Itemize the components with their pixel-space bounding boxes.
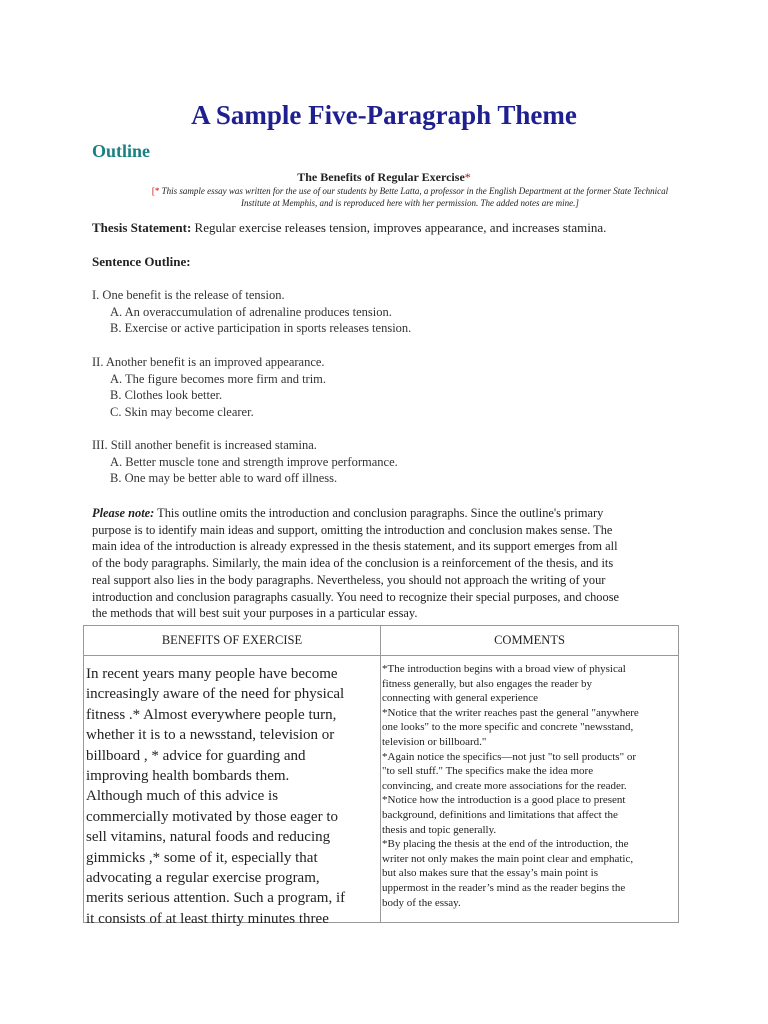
table-header-comments: COMMENTS <box>494 633 565 647</box>
outline-sub-point: B. Exercise or active participation in sports releases tension. <box>110 321 412 335</box>
outline-sub-point: A. The figure becomes more firm and trim. <box>110 371 327 386</box>
comment-line: television or billboard." <box>382 735 487 748</box>
essay-line: increasingly aware of the need for physical <box>86 686 345 703</box>
outline-main-point: I. One benefit is the release of tension. <box>92 288 285 302</box>
essay-line: In recent years many people have become <box>86 666 338 682</box>
paragraph-line: main idea of the introduction is already expressed in the thesis statement, and its support emerges from all <box>92 539 618 554</box>
comment-line: *Again notice the specifics—not just "to sell products" or <box>382 750 636 763</box>
comment-line: one looks" to the more specific and concrete "newsstand, <box>382 721 634 734</box>
essay-comments-table <box>83 625 679 927</box>
comment-line: fitness generally, but also engages the reader by <box>382 677 593 690</box>
comment-line: thesis and topic generally. <box>382 823 497 836</box>
outline-heading: Outline <box>92 141 151 161</box>
paragraph-line <box>92 505 682 522</box>
thesis-text: Regular exercise releases tension, improves appearance, and increases stamina. <box>191 220 607 235</box>
outline-main-point: II. Another benefit is an improved appearance. <box>92 355 325 369</box>
outline-sub-point: C. Skin may become clearer. <box>110 404 254 419</box>
comment-line: *Notice that the writer reaches past the general "anywhere <box>382 706 639 719</box>
note-line-1 <box>150 185 670 197</box>
essay-title-text: The Benefits of Regular Exercise <box>297 170 465 184</box>
note-text-1: This sample essay was written for the use of our students by Bette Latta, a professor in the English Department at the former State Technical <box>159 186 669 196</box>
outline-sub-point: A. An overaccumulation of adrenaline produces tension. <box>110 304 392 319</box>
paragraph-line: introduction and conclusion paragraphs casually. You need to recognize their special purposes, and choose <box>92 589 620 604</box>
essay-title-star: * <box>464 170 471 184</box>
table-column-divider <box>380 626 381 922</box>
essay-line: merits serious attention. Such a program, if <box>86 890 346 907</box>
paragraph-line: the methods that will best suit your purposes in a particular essay. <box>92 606 418 621</box>
outline-sub-point: B. Clothes look better. <box>110 388 223 402</box>
comment-line: "to sell stuff." The specifics make the idea more <box>382 765 594 778</box>
essay-line: commercially motivated by those eager to <box>86 808 338 825</box>
outline-sub-point: A. Better muscle tone and strength improve performance. <box>110 454 398 469</box>
attribution-note <box>150 185 670 209</box>
comment-line: body of the essay. <box>382 896 461 909</box>
sentence-outline-label: Sentence Outline: <box>92 254 191 269</box>
paragraph-line: real support also lies in the body paragraphs. Nevertheless, you should not approach the writing of your <box>92 572 606 587</box>
comment-line: *By placing the thesis at the end of the introduction, the <box>382 838 629 851</box>
thesis-statement <box>92 220 606 236</box>
essay-text-cell <box>86 664 378 929</box>
thesis-label: Thesis Statement: <box>92 220 192 235</box>
comment-line: but also makes sure that the essay’s main point is <box>382 867 598 880</box>
paragraph-text: This outline omits the introduction and conclusion paragraphs. Since the outline's primary <box>154 506 604 520</box>
comment-line: *Notice how the introduction is a good place to present <box>382 794 626 807</box>
document-title: A Sample Five-Paragraph Theme <box>191 100 577 130</box>
essay-line: it consists of at least thirty minutes three <box>86 910 329 927</box>
essay-line: billboard , * advice for guarding and <box>86 747 306 764</box>
essay-line: advocating a regular exercise program, <box>86 870 320 887</box>
paragraph-line: purpose is to identify main ideas and support, omitting the introduction and conclusion makes sense. The <box>92 522 613 537</box>
note-star: * <box>154 186 160 196</box>
comments-cell <box>382 662 676 910</box>
outline-section-2 <box>92 354 326 420</box>
comment-line: *The introduction begins with a broad view of physical <box>382 663 626 675</box>
note-line-2: Institute at Memphis, and is reproduced here with her permission. The added notes are mine.] <box>241 198 579 208</box>
note-open-bracket: [ <box>151 186 155 196</box>
essay-line: fitness .* Almost everywhere people turn, <box>86 706 337 723</box>
please-note-label: Please note: <box>92 506 155 520</box>
comment-line: uppermost in the reader’s mind as the reader begins the <box>382 881 626 894</box>
essay-title <box>0 170 768 185</box>
outline-section-1 <box>92 287 411 337</box>
essay-line: Although much of this advice is <box>86 788 279 805</box>
table-header-benefits: BENEFITS OF EXERCISE <box>161 633 303 647</box>
outline-section-3 <box>92 437 398 487</box>
outline-sub-point: B. One may be better able to ward off illness. <box>110 471 338 485</box>
comment-line: connecting with general experience <box>382 692 539 705</box>
comment-line: convincing, and create more associations for the reader. <box>382 779 627 792</box>
outline-main-point: III. Still another benefit is increased stamina. <box>92 438 317 452</box>
essay-line: whether it is to a newsstand, television or <box>86 727 335 744</box>
please-note-paragraph <box>92 505 682 622</box>
comment-line: background, definitions and limitations that affect the <box>382 808 618 821</box>
essay-line: gimmicks ,* some of it, especially that <box>86 849 318 866</box>
essay-line: improving health bombards them. <box>86 768 290 785</box>
table-header-divider <box>84 655 678 656</box>
essay-line: sell vitamins, natural foods and reducing <box>86 829 331 846</box>
comment-line: writer not only makes the main point clear and emphatic, <box>382 852 634 865</box>
paragraph-line: of the body paragraphs. Similarly, the main idea of the conclusion is a reinforcement of the thesis, and its <box>92 556 614 571</box>
